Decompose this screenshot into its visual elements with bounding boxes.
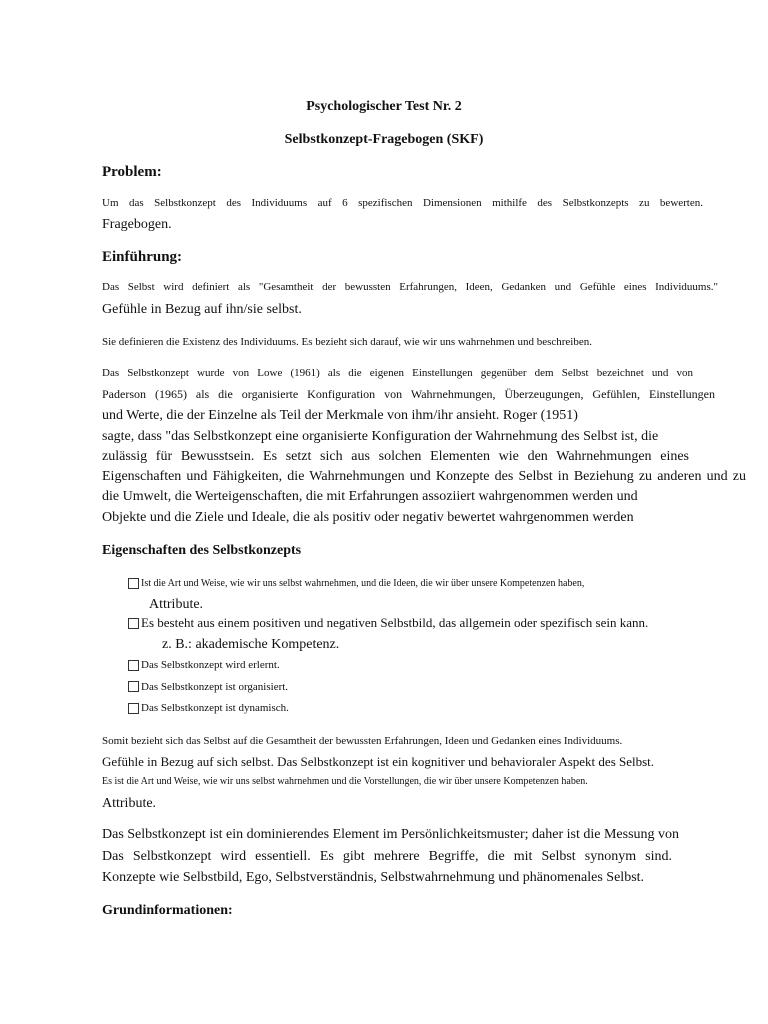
intro-p3-line-1: Das Selbstkonzept wurde von Lowe (1961) als die eigenen Einstellungen gegenüber dem Selbst bezeichnet und von	[102, 367, 693, 379]
properties-heading: Eigenschaften des Selbstkonzepts	[102, 543, 302, 558]
property-item-1-cont: Attribute.	[149, 597, 204, 612]
problem-heading: Problem:	[102, 164, 162, 180]
intro-p3-line-4: sagte, dass "das Selbstkonzept eine organisierte Konfiguration der Wahrnehmung des Selbst ist, die	[102, 429, 659, 444]
property-item-5: Das Selbstkonzept ist dynamisch.	[141, 702, 289, 714]
test-title: Psychologischer Test Nr. 2	[306, 99, 462, 114]
intro-p1-line-1: Das Selbst wird definiert als "Gesamtheit der bewussten Erfahrungen, Ideen, Gedanken und Gefühle eines Individuums."	[102, 281, 718, 293]
intro-p3-line-3: und Werte, die der Einzelne als Teil der Merkmale von ihm/ihr ansieht. Roger (1951)	[102, 408, 578, 423]
intro-p2: Sie definieren die Existenz des Individuums. Es bezieht sich darauf, wie wir uns wahrnehmen und beschreiben.	[102, 336, 592, 348]
checkbox-icon	[128, 660, 139, 671]
summary-line-2: Gefühle in Bezug auf sich selbst. Das Selbstkonzept ist ein kognitiver und behavioraler Aspekt des Selbst.	[102, 754, 655, 769]
summary-line-4: Attribute.	[102, 796, 157, 811]
checkbox-icon	[128, 618, 139, 629]
basics-heading: Grundinformationen:	[102, 903, 233, 918]
problem-line-1: Um das Selbstkonzept des Individuums auf 6 spezifischen Dimensionen mithilfe des Selbstkonzepts zu bewerten.	[102, 197, 703, 209]
intro-p3-line-7: die Umwelt, die Werteigenschaften, die mit Erfahrungen assoziiert wahrgenommen werden und	[102, 489, 638, 504]
intro-p3-line-8: Objekte und die Ziele und Ideale, die als positiv oder negativ bewertet wahrgenommen werden	[102, 510, 634, 525]
intro-p3-line-2: Paderson (1965) als die organisierte Konfiguration von Wahrnehmungen, Überzeugungen, Gefühlen, Einstellungen	[102, 387, 715, 401]
summary-line-3: Es ist die Art und Weise, wie wir uns selbst wahrnehmen und die Vorstellungen, die wir über unsere Kompetenzen haben.	[102, 776, 588, 787]
intro-heading: Einführung:	[102, 249, 183, 265]
intro-p1-line-2: Gefühle in Bezug auf ihn/sie selbst.	[102, 302, 302, 317]
checkbox-icon	[128, 578, 139, 589]
property-item-4: Das Selbstkonzept ist organisiert.	[141, 681, 289, 693]
problem-line-2: Fragebogen.	[102, 217, 172, 232]
checkbox-icon	[128, 703, 139, 714]
property-item-2: Es besteht aus einem positiven und negativen Selbstbild, das allgemein oder spezifisch sein kann.	[141, 615, 649, 630]
questionnaire-title: Selbstkonzept-Fragebogen (SKF)	[284, 132, 484, 147]
intro-p3-line-6: Eigenschaften und Fähigkeiten, die Wahrnehmungen und Konzepte des Selbst in Beziehung zu anderen und zu	[102, 469, 746, 484]
checkbox-icon	[128, 681, 139, 692]
measure-line-1: Das Selbstkonzept ist ein dominierendes Element im Persönlichkeitsmuster; daher ist die Messung von	[102, 827, 680, 842]
measure-line-2: Das Selbstkonzept wird essentiell. Es gibt mehrere Begriffe, die mit Selbst synonym sind.	[102, 849, 672, 864]
property-item-2-cont: z. B.: akademische Kompetenz.	[162, 637, 340, 652]
property-item-3: Das Selbstkonzept wird erlernt.	[141, 659, 280, 671]
summary-line-1: Somit bezieht sich das Selbst auf die Gesamtheit der bewussten Erfahrungen, Ideen und Gedanken eines Individuums.	[102, 735, 623, 747]
measure-line-3: Konzepte wie Selbstbild, Ego, Selbstverständnis, Selbstwahrnehmung und phänomenales Selbst.	[102, 870, 645, 885]
property-item-1: Ist die Art und Weise, wie wir uns selbst wahrnehmen, und die Ideen, die wir über unsere Kompetenzen haben,	[141, 578, 585, 589]
intro-p3-line-5: zulässig für Bewusstsein. Es setzt sich aus solchen Elementen wie den Wahrnehmungen eines	[102, 449, 689, 464]
